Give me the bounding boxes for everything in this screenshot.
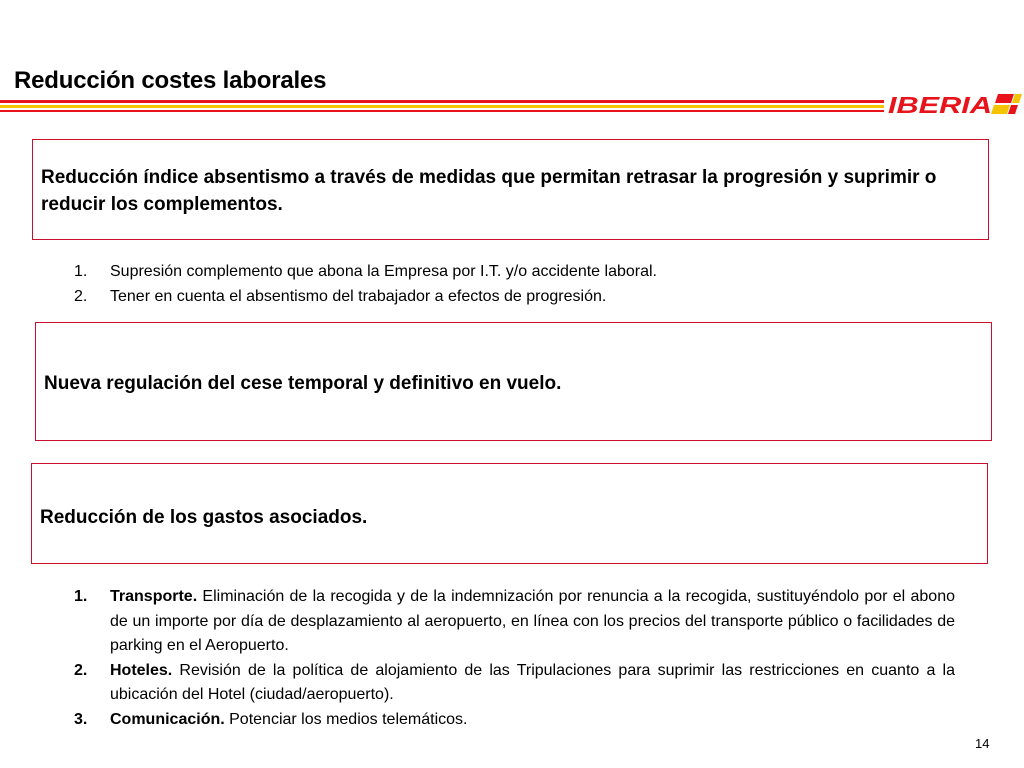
list-item-number: 2.: [74, 288, 88, 305]
list-item-number: 1.: [74, 263, 88, 280]
associated-costs-list: [70, 585, 955, 732]
list-item-label: Transporte.: [110, 588, 198, 605]
list-item: [70, 585, 955, 659]
header-rule-red: [0, 100, 884, 103]
list-item: [70, 284, 950, 309]
list-item-label: Comunicación.: [110, 710, 225, 728]
list-item-text: Tener en cuenta el absentismo del trabajador a efectos de progresión.: [110, 288, 607, 305]
absenteeism-measure-box: [32, 139, 989, 240]
iberia-logo-text: IBERIA: [888, 92, 992, 118]
list-item: [70, 708, 955, 733]
associated-costs-box: [31, 463, 988, 564]
list-item-label: Hoteles.: [110, 661, 173, 679]
associated-costs-text: Reducción de los gastos asociados.: [40, 507, 368, 528]
page-number: 14: [975, 736, 990, 751]
list-item-number: 3.: [74, 710, 88, 728]
header-rule-red-lower: [0, 110, 884, 112]
list-item-number: 2.: [74, 661, 88, 679]
iberia-logo: [884, 90, 1024, 118]
list-item-text: Eliminación de la recogida y de la indemnización por renuncia a la recogida, sustituyéndolo por el abono de un importe por día de desplazamiento al aeropuerto, en línea con los precios del transporte público o facilidades de parking en el Aeropuerto.: [110, 588, 955, 654]
flight-termination-text: Nueva regulación del cese temporal y definitivo en vuelo.: [44, 373, 562, 394]
header-rule-yellow: [0, 105, 884, 108]
list-item-text: Potenciar los medios telemáticos.: [224, 710, 468, 728]
list-item-text: Supresión complemento que abona la Empresa por I.T. y/o accidente laboral.: [110, 263, 657, 280]
absenteeism-measure-text: Reducción índice absentismo a través de medidas que permitan retrasar la progresión y suprimir o reducir los complementos.: [41, 167, 937, 215]
slide-title: Reducción costes laborales: [14, 67, 327, 94]
flight-termination-box: [35, 322, 992, 441]
absenteeism-measures-list: [70, 259, 950, 309]
list-item-number: 1.: [74, 588, 88, 605]
list-item-text: Revisión de la política de alojamiento de las Tripulaciones para suprimir las restricciones en cuanto a la ubicación del Hotel (ciudad/aeropuerto).: [110, 661, 955, 703]
list-item: [70, 259, 950, 284]
iberia-logo-mark: [991, 94, 1022, 114]
list-item: [70, 659, 955, 708]
